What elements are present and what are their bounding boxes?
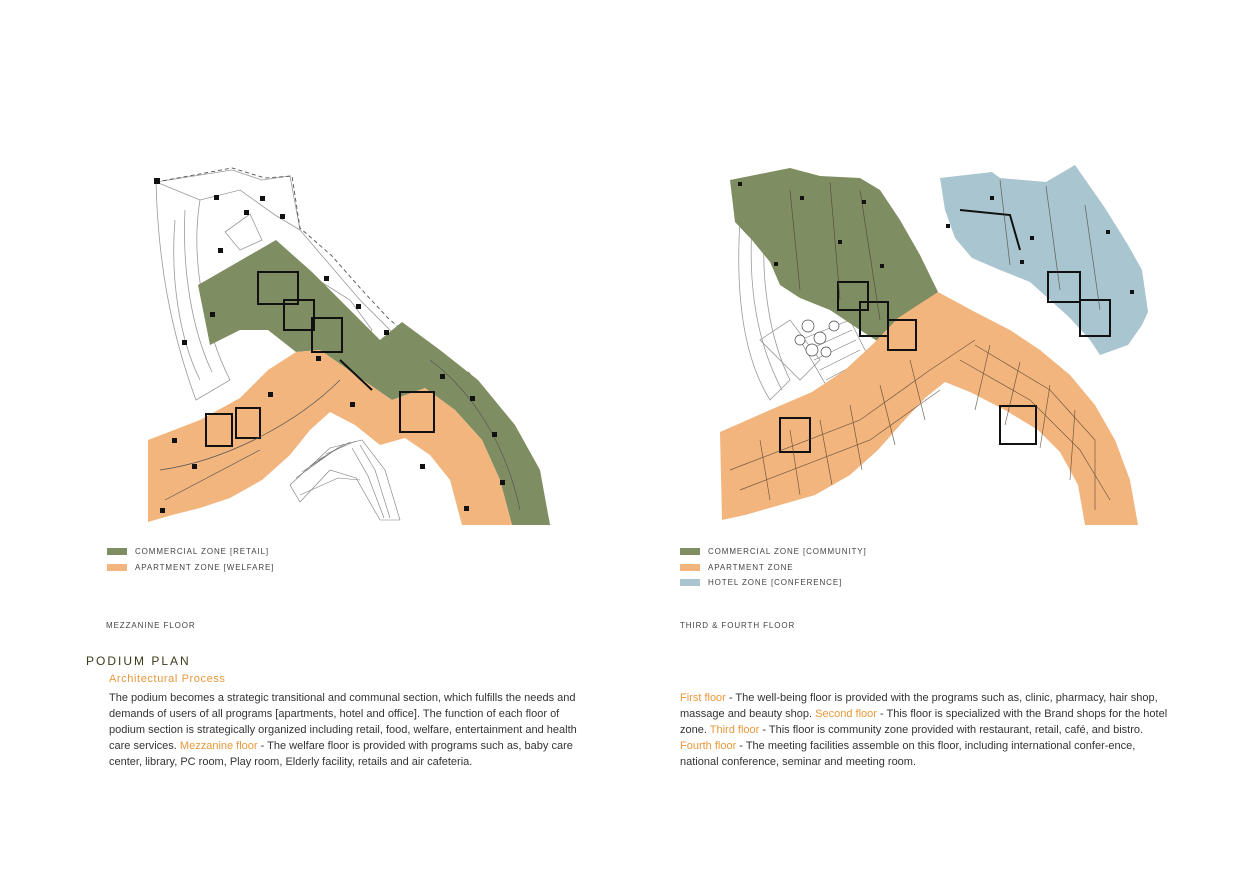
right-description: [680, 690, 1168, 770]
legend-item-hotel: [680, 575, 867, 591]
first-floor-text: - The well-being floor is provided with the programs such as, clinic, pharmacy, hair shop, massage and beauty shop.: [680, 692, 1158, 720]
legend-swatch-apartment: [680, 564, 700, 571]
left-description: [109, 690, 581, 770]
legend-item-apartment: [107, 560, 274, 576]
legend-label: HOTEL ZONE [CONFERENCE]: [708, 578, 843, 588]
mezzanine-floor-label: Mezzanine floor: [179, 740, 258, 752]
legend-swatch-hotel: [680, 579, 700, 586]
legend-item-commercial: [107, 544, 274, 560]
legend-item-apartment: [680, 560, 867, 576]
legend-item-commercial: [680, 544, 867, 560]
third-fourth-floor-plan: [710, 150, 1170, 530]
section-subheading: Architectural Process: [109, 673, 226, 685]
section-heading: PODIUM PLAN: [86, 654, 191, 668]
legend-right: [680, 544, 867, 591]
legend-label: APARTMENT ZONE [WELFARE]: [135, 562, 275, 572]
second-floor-text: - This floor is specialized with the Brand shops for the hotel zone.: [680, 708, 1168, 736]
plan-stair-hatch: [290, 440, 400, 520]
third-floor-label: Third floor: [709, 724, 760, 736]
second-floor-label: Second floor: [815, 708, 877, 720]
legend-label: APARTMENT ZONE: [708, 562, 794, 572]
apartment-zone: [720, 292, 1138, 525]
legend-left: [107, 544, 274, 575]
plan-caption-mezzanine: MEZZANINE FLOOR: [106, 621, 196, 630]
fourth-floor-label: Fourth floor: [680, 740, 737, 752]
intro-text: The podium becomes a strategic transitional and communal section, which fulfills the needs and demands of users of all programs [apartments, hotel and office]. The function of each floor of podium section is strategically organized including retail, food, welfare, entertainment and health care services.: [109, 692, 577, 752]
legend-swatch-commercial: [680, 548, 700, 555]
mezzanine-floor-plan: [140, 158, 560, 533]
legend-label: COMMERCIAL ZONE [COMMUNITY]: [708, 547, 867, 557]
plan-caption-third-fourth: THIRD & FOURTH FLOOR: [680, 621, 796, 630]
mezzanine-floor-text: - The welfare floor is provided with programs such as, baby care center, library, PC room, Play room, Elderly facility, retails and air cafeteria.: [109, 740, 573, 768]
legend-swatch-commercial: [107, 548, 127, 555]
legend-label: COMMERCIAL ZONE [RETAIL]: [135, 547, 270, 557]
first-floor-label: First floor: [680, 692, 726, 704]
fourth-floor-text: - The meeting facilities assemble on this floor, including international confer-ence, national conference, seminar and meeting room.: [680, 740, 1136, 768]
third-floor-text: - This floor is community zone provided with restaurant, retail, café, and bistro.: [759, 724, 1144, 736]
legend-swatch-apartment: [107, 564, 127, 571]
